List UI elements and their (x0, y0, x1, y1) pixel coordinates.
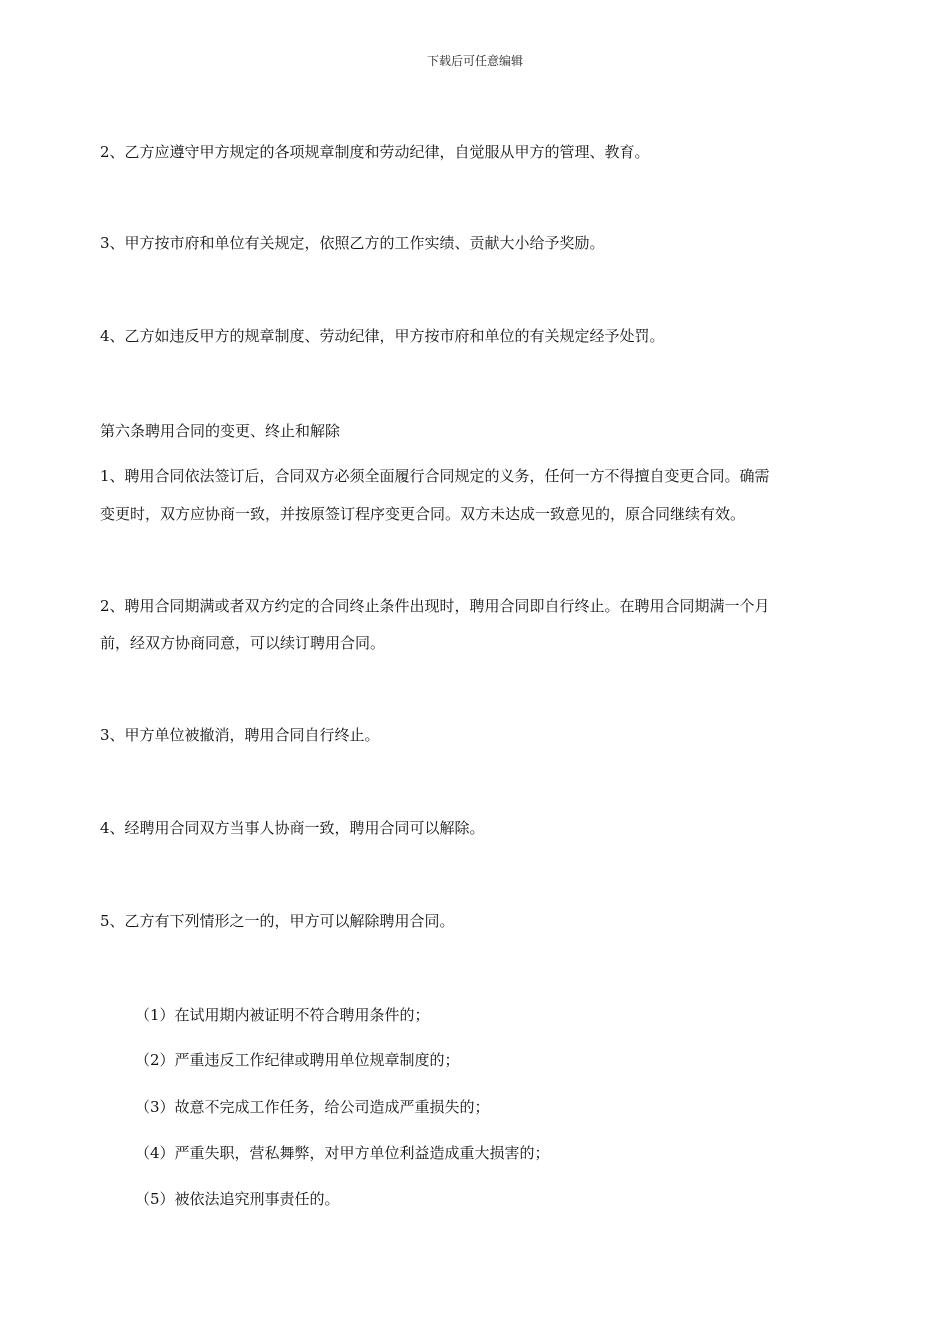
clause-5-item-2: 2、乙方应遵守甲方规定的各项规章制度和劳动纪律，自觉服从甲方的管理、教育。 (100, 143, 650, 161)
article-6-item-2-line-1: 2、聘用合同期满或者双方约定的合同终止条件出现时，聘用合同即自行终止。在聘用合同期满一个月 (100, 597, 770, 615)
article-6-title: 第六条聘用合同的变更、终止和解除 (100, 422, 341, 440)
article-6-item-5: 5、乙方有下列情形之一的，甲方可以解除聘用合同。 (100, 912, 455, 930)
condition-item-4: （4）严重失职，营私舞弊，对甲方单位利益造成重大损害的； (135, 1144, 550, 1162)
condition-item-3: （3）故意不完成工作任务，给公司造成严重损失的； (135, 1098, 490, 1116)
condition-item-5: （5）被依法追究刑事责任的。 (135, 1190, 340, 1208)
page-header: 下载后可任意编辑 (426, 54, 523, 68)
clause-5-item-4: 4、乙方如违反甲方的规章制度、劳动纪律，甲方按市府和单位的有关规定经予处罚。 (100, 327, 665, 345)
article-6-item-2-line-2: 前，经双方协商同意，可以续订聘用合同。 (100, 634, 386, 652)
condition-item-1: （1）在试用期内被证明不符合聘用条件的； (135, 1006, 430, 1024)
article-6-item-1-line-2: 变更时，双方应协商一致，并按原签订程序变更合同。双方未达成一致意见的，原合同继续有效。 (100, 505, 746, 523)
article-6-item-3: 3、甲方单位被撤消，聘用合同自行终止。 (100, 726, 380, 744)
condition-item-2: （2）严重违反工作纪律或聘用单位规章制度的； (135, 1051, 460, 1069)
article-6-item-1-line-1: 1、聘用合同依法签订后，合同双方必须全面履行合同规定的义务，任何一方不得擅自变更合同。确需 (100, 467, 770, 485)
article-6-item-4: 4、经聘用合同双方当事人协商一致，聘用合同可以解除。 (100, 819, 485, 837)
clause-5-item-3: 3、甲方按市府和单位有关规定，依照乙方的工作实绩、贡献大小给予奖励。 (100, 234, 605, 252)
